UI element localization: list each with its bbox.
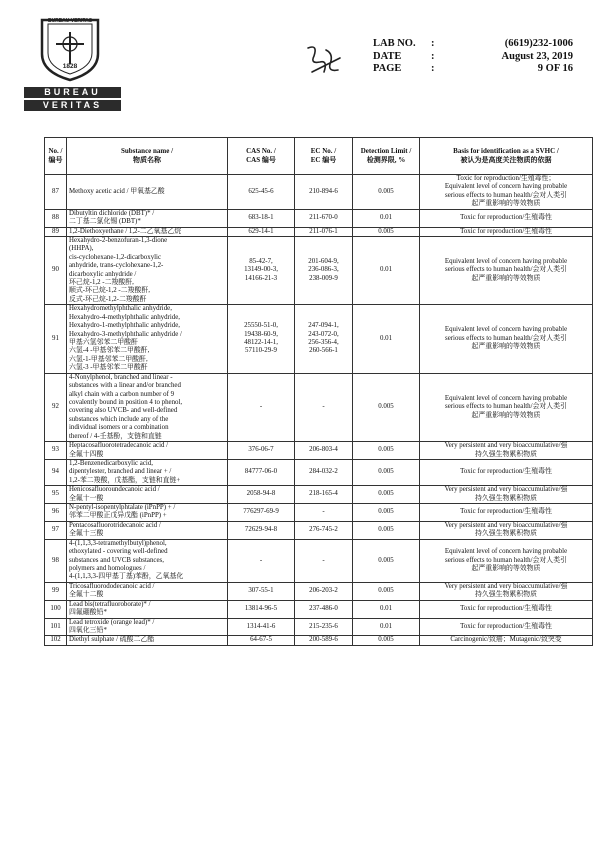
row-number: 94 xyxy=(45,459,67,485)
cas-number: - xyxy=(228,373,295,441)
row-number: 97 xyxy=(45,521,67,539)
substance-name: 4-(1,1,3,3-tetramethylbutyl)phenol, ethoxylated - covering well-defined substances and UVCB substances, polymers and homologues / 4-(1,1,3,3-四甲基丁基)苯酚，乙氧基化 xyxy=(67,539,228,582)
svhc-basis: Toxic for reproduction/生殖毒性 xyxy=(420,504,593,522)
seal-year: 1828 xyxy=(62,63,78,70)
svhc-basis: Toxic for reproduction/生殖毒性 xyxy=(420,600,593,618)
cas-number: 776297-69-9 xyxy=(228,504,295,522)
table-header xyxy=(45,138,593,175)
cas-number: 85-42-7, 13149-00-3, 14166-21-3 xyxy=(228,236,295,304)
row-number: 101 xyxy=(45,618,67,636)
detection-limit: 0.01 xyxy=(353,600,420,618)
ec-number: 237-486-0 xyxy=(295,600,353,618)
substance-name: N-pentyl-isopentylphtalate (iPnPP) + / 邻苯二甲酸正戊异戊酯 (iPnPP) + xyxy=(67,504,228,522)
svhc-basis: Carcinogenic/致癌；Mutagenic/致突变 xyxy=(420,636,593,645)
meta-sep: : xyxy=(431,63,435,74)
cas-number: 13814-96-5 xyxy=(228,600,295,618)
cas-number: 84777-06-0 xyxy=(228,459,295,485)
seal-ring-text: BUREAU VERITAS xyxy=(47,18,93,24)
detection-limit: 0.005 xyxy=(353,175,420,210)
ec-number: 201-604-9, 236-086-3, 238-009-9 xyxy=(295,236,353,304)
table-row xyxy=(45,600,593,618)
svhc-basis: Very persistent and very bioaccumulative/强 持久强生物累积物质 xyxy=(420,521,593,539)
detection-limit: 0.005 xyxy=(353,504,420,522)
ec-number: 200-589-6 xyxy=(295,636,353,645)
svhc-basis: Equivalent level of concern having probable serious effects to human health/会对人类引 起严重影响的等效物质 xyxy=(420,373,593,441)
table-row xyxy=(45,618,593,636)
svhc-basis: Toxic for reproduction/生殖毒性 xyxy=(420,227,593,236)
meta-label: DATE xyxy=(373,50,402,62)
table-row xyxy=(45,442,593,460)
detection-limit: 0.01 xyxy=(353,236,420,304)
table-row xyxy=(45,636,593,645)
row-number: 92 xyxy=(45,373,67,441)
cas-number: 72629-94-8 xyxy=(228,521,295,539)
svhc-basis: Toxic for reproduction/生殖毒性 xyxy=(420,618,593,636)
detection-limit: 0.01 xyxy=(353,618,420,636)
ec-number: 284-032-2 xyxy=(295,459,353,485)
cas-number: 376-06-7 xyxy=(228,442,295,460)
table-row xyxy=(45,459,593,485)
col-detection-limit: Detection Limit / 检测界限, % xyxy=(353,138,420,175)
svhc-basis: Equivalent level of concern having probable serious effects to human health/会对人类引 起严重影响的等效物质 xyxy=(420,539,593,582)
cas-number: 64-67-5 xyxy=(228,636,295,645)
table-row xyxy=(45,486,593,504)
col-basis: Basis for identification as a SVHC / 被认为是高度关注物质的依据 xyxy=(420,138,593,175)
ec-number: 276-745-2 xyxy=(295,521,353,539)
row-number: 90 xyxy=(45,236,67,304)
header-row xyxy=(45,138,593,175)
svhc-basis: Equivalent level of concern having probable serious effects to human health/会对人类引 起严重影响的等效物质 xyxy=(420,305,593,373)
svhc-basis: Toxic for reproduction/生殖毒性 xyxy=(420,459,593,485)
cas-number: 2058-94-8 xyxy=(228,486,295,504)
svhc-basis: Toxic for reproduction/生殖毒性； Equivalent level of concern having probable serious effects to human health/会对人类引 起严重影响的等效物质 xyxy=(420,175,593,210)
detection-limit: 0.005 xyxy=(353,373,420,441)
detection-limit: 0.005 xyxy=(353,227,420,236)
substance-name: Hexahydromethylphthalic anhydride, Hexahydro-4-methylphthalic anhydride, Hexahydro-1-methylphthalic anhydride, Hexahydro-3-methylphthalic anhydride / 甲基六氢邻苯二甲酸酐 六氢-4 -甲基邻苯二甲酸酐, 六氢-1-甲基邻苯二甲酸酐, 六氢-3 -甲基邻苯二甲酸酐 xyxy=(67,305,228,373)
substance-name: Diethyl sulphate / 硫酸二乙酯 xyxy=(67,636,228,645)
report-meta xyxy=(373,38,573,76)
row-number: 87 xyxy=(45,175,67,210)
cas-number: 1314-41-6 xyxy=(228,618,295,636)
seal-emblem-icon xyxy=(42,20,98,80)
row-number: 96 xyxy=(45,504,67,522)
cas-number: 25550-51-0, 19438-60-9, 48122-14-1, 57110-29-9 xyxy=(228,305,295,373)
col-cas: CAS No. / CAS 编号 xyxy=(228,138,295,175)
detection-limit: 0.005 xyxy=(353,442,420,460)
substance-name: Pentacosafluorotridecanoic acid / 全氟十三酸 xyxy=(67,521,228,539)
ec-number: 218-165-4 xyxy=(295,486,353,504)
row-number: 102 xyxy=(45,636,67,645)
table-row xyxy=(45,227,593,236)
svhc-basis: Very persistent and very bioaccumulative/强 持久强生物累积物质 xyxy=(420,582,593,600)
col-substance: Substance name / 物质名称 xyxy=(67,138,228,175)
ec-number: 210-894-6 xyxy=(295,175,353,210)
meta-label: LAB NO. xyxy=(373,38,416,49)
signature-mark xyxy=(300,42,348,82)
row-number: 93 xyxy=(45,442,67,460)
detection-limit: 0.005 xyxy=(353,486,420,504)
table-row xyxy=(45,175,593,210)
meta-value: 9 OF 16 xyxy=(537,63,573,74)
detection-limit: 0.005 xyxy=(353,636,420,645)
cas-number: 307-55-1 xyxy=(228,582,295,600)
table-row xyxy=(45,373,593,441)
row-number: 91 xyxy=(45,305,67,373)
meta-value: August 23, 2019 xyxy=(501,50,573,62)
bureau-veritas-seal xyxy=(20,14,120,84)
svhc-basis: Very persistent and very bioaccumulative/强 持久强生物累积物质 xyxy=(420,486,593,504)
row-number: 98 xyxy=(45,539,67,582)
svhc-basis: Toxic for reproduction/生殖毒性 xyxy=(420,209,593,227)
cas-number: 625-45-6 xyxy=(228,175,295,210)
substance-name: 1,2-Diethoxyethane / 1,2-二乙氧基乙烷 xyxy=(67,227,228,236)
substance-name: 4-Nonylphenol, branched and linear - substances with a linear and/or branched alkyl chain with a carbon number of 9 covalently bound in position 4 to phenol, covering also UVCB- and well-defined substances which include any of the individual isomers or a combination thereof / 4-壬基酚，支链和直链 xyxy=(67,373,228,441)
substance-name: Dibutyltin dichloride (DBT)* / 二丁基二氯化锡 (DBT)* xyxy=(67,209,228,227)
detection-limit: 0.005 xyxy=(353,582,420,600)
detection-limit: 0.005 xyxy=(353,539,420,582)
ec-number: 215-235-6 xyxy=(295,618,353,636)
substance-name: Methoxy acetic acid / 甲氧基乙酸 xyxy=(67,175,228,210)
svhc-table xyxy=(44,137,593,646)
meta-row-page xyxy=(373,63,573,76)
row-number: 100 xyxy=(45,600,67,618)
table-row xyxy=(45,521,593,539)
brand-line-2: VERITAS xyxy=(24,100,121,111)
table-row xyxy=(45,305,593,373)
meta-sep: : xyxy=(431,38,435,49)
substance-name: Hexahydro-2-benzofuran-1,3-dione (HHPA), cis-cyclohexane-1,2-dicarboxylic anhydride, trans-cyclohexane-1,2- dicarboxylic anhydride / 环己烷-1,2 -二羧酸酐, 顺式-环己烷-1,2 -二羧酸酐, 反式-环己烷-1,2-二羧酸酐 xyxy=(67,236,228,304)
substance-name: Heptacosafluorotetradecanoic acid / 全氟十四酸 xyxy=(67,442,228,460)
ec-number: 206-803-4 xyxy=(295,442,353,460)
svhc-basis: Very persistent and very bioaccumulative/强 持久强生物累积物质 xyxy=(420,442,593,460)
row-number: 95 xyxy=(45,486,67,504)
cas-number: - xyxy=(228,539,295,582)
meta-row-lab-no xyxy=(373,38,573,51)
row-number: 99 xyxy=(45,582,67,600)
brand-line-1: BUREAU xyxy=(24,87,121,98)
ec-number: 206-203-2 xyxy=(295,582,353,600)
ec-number: - xyxy=(295,504,353,522)
detection-limit: 0.01 xyxy=(353,305,420,373)
meta-value: (6619)232-1006 xyxy=(504,38,573,49)
ec-number: 211-670-0 xyxy=(295,209,353,227)
ec-number: - xyxy=(295,373,353,441)
substance-name: 1,2-Benzenedicarboxylic acid, dipentylester, branched and linear + / 1,2-苯二羧酸，戊基酯，支链和直链+ xyxy=(67,459,228,485)
table-row xyxy=(45,582,593,600)
substance-name: Lead bis(tetrafluoroborate)* / 四氟硼酸铅* xyxy=(67,600,228,618)
table-body xyxy=(45,175,593,646)
detection-limit: 0.01 xyxy=(353,209,420,227)
svhc-basis: Equivalent level of concern having probable serious effects to human health/会对人类引 起严重影响的等效物质 xyxy=(420,236,593,304)
table-row xyxy=(45,539,593,582)
ec-number: 247-094-1, 243-072-0, 256-356-4, 260-566-1 xyxy=(295,305,353,373)
table-row xyxy=(45,209,593,227)
meta-row-date xyxy=(373,51,573,64)
meta-sep: : xyxy=(431,50,435,62)
table-row xyxy=(45,504,593,522)
detection-limit: 0.005 xyxy=(353,459,420,485)
table-row xyxy=(45,236,593,304)
row-number: 89 xyxy=(45,227,67,236)
col-ec: EC No. / EC 编号 xyxy=(295,138,353,175)
meta-label: PAGE xyxy=(373,63,402,74)
col-no: No. / 编号 xyxy=(45,138,67,175)
substance-name: Lead tetroxide (orange lead)* / 四氧化三铅* xyxy=(67,618,228,636)
ec-number: - xyxy=(295,539,353,582)
detection-limit: 0.005 xyxy=(353,521,420,539)
substance-name: Tricosafluorododecanoic acid / 全氟十二酸 xyxy=(67,582,228,600)
row-number: 88 xyxy=(45,209,67,227)
substance-name: Henicosafluoroundecanoic acid / 全氟十一酸 xyxy=(67,486,228,504)
cas-number: 629-14-1 xyxy=(228,227,295,236)
ec-number: 211-076-1 xyxy=(295,227,353,236)
cas-number: 683-18-1 xyxy=(228,209,295,227)
